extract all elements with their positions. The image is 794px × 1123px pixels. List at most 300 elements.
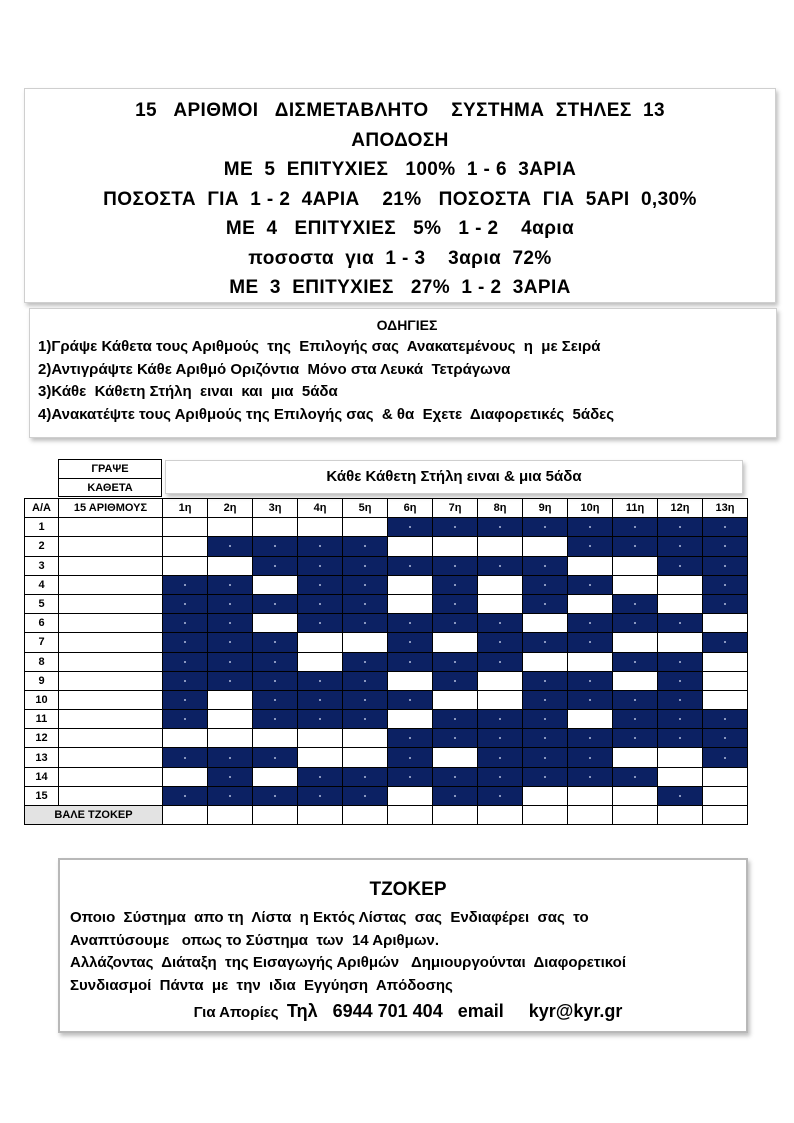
- blank-cell[interactable]: [433, 633, 478, 652]
- footer-line: Συνδιασμοί Πάντα με την ιδια Εγγύηση Απόδοσης: [70, 976, 453, 994]
- filled-cell: [298, 710, 343, 729]
- filled-cell: [253, 671, 298, 690]
- filled-cell: [433, 710, 478, 729]
- filled-cell: [568, 671, 613, 690]
- filled-cell: [703, 594, 748, 613]
- row-label: 14: [25, 767, 59, 786]
- contact-phone: Τηλ 6944 701 404: [286, 1001, 443, 1021]
- blank-cell[interactable]: [253, 729, 298, 748]
- filled-cell: [523, 710, 568, 729]
- filled-cell: [478, 748, 523, 767]
- filled-cell: [163, 633, 208, 652]
- caption-write: ΓΡΑΨΕ: [58, 459, 162, 478]
- filled-cell: [298, 690, 343, 709]
- filled-cell: [208, 594, 253, 613]
- blank-cell[interactable]: [613, 575, 658, 594]
- blank-cell[interactable]: [613, 748, 658, 767]
- filled-cell: [208, 748, 253, 767]
- row-label: 11: [25, 710, 59, 729]
- grid-row: [25, 710, 748, 729]
- instructions-box: [29, 308, 777, 438]
- blank-cell[interactable]: [253, 518, 298, 537]
- row-label: 7: [25, 633, 59, 652]
- joker-cell[interactable]: [343, 806, 388, 825]
- filled-cell: [208, 786, 253, 805]
- number-entry-cell[interactable]: [59, 748, 163, 767]
- header-box: [24, 88, 776, 303]
- filled-cell: [163, 786, 208, 805]
- column-header: 5η: [343, 499, 388, 518]
- filled-cell: [433, 786, 478, 805]
- filled-cell: [388, 518, 433, 537]
- filled-cell: [298, 575, 343, 594]
- filled-cell: [433, 671, 478, 690]
- filled-cell: [208, 614, 253, 633]
- blank-cell[interactable]: [613, 633, 658, 652]
- joker-cell[interactable]: [253, 806, 298, 825]
- blank-cell[interactable]: [208, 690, 253, 709]
- filled-cell: [253, 537, 298, 556]
- blank-cell[interactable]: [703, 786, 748, 805]
- filled-cell: [568, 748, 613, 767]
- filled-cell: [568, 575, 613, 594]
- filled-cell: [658, 690, 703, 709]
- grid-row: [25, 748, 748, 767]
- blank-cell[interactable]: [523, 537, 568, 556]
- filled-cell: [343, 594, 388, 613]
- filled-cell: [658, 614, 703, 633]
- filled-cell: [658, 786, 703, 805]
- grid-row: [25, 556, 748, 575]
- joker-cell[interactable]: [208, 806, 253, 825]
- joker-cell[interactable]: [478, 806, 523, 825]
- number-entry-cell[interactable]: [59, 575, 163, 594]
- filled-cell: [208, 671, 253, 690]
- row-label: 12: [25, 729, 59, 748]
- header-line: ΑΠΟΔΟΣΗ: [351, 129, 449, 151]
- blank-cell[interactable]: [298, 518, 343, 537]
- blank-cell[interactable]: [703, 652, 748, 671]
- filled-cell: [568, 767, 613, 786]
- header-numbers: 15 ΑΡΙΘΜΟΥΣ: [59, 499, 163, 518]
- contact-label: Για Απορίες: [193, 1004, 287, 1021]
- filled-cell: [613, 710, 658, 729]
- filled-cell: [613, 518, 658, 537]
- filled-cell: [703, 748, 748, 767]
- column-header: 9η: [523, 499, 568, 518]
- joker-row: [25, 806, 748, 825]
- row-label: 10: [25, 690, 59, 709]
- caption-vertical: ΚΑΘΕΤΑ: [58, 478, 162, 497]
- filled-cell: [658, 556, 703, 575]
- filled-cell: [388, 748, 433, 767]
- footer-line: Οποιο Σύστημα απο τη Λίστα η Εκτός Λίστας σας Ενδιαφέρει σας το: [70, 909, 589, 926]
- filled-cell: [478, 729, 523, 748]
- instruction-line: 3)Κάθε Κάθετη Στήλη ειναι και μια 5άδα: [38, 383, 338, 400]
- number-entry-cell[interactable]: [59, 786, 163, 805]
- filled-cell: [658, 537, 703, 556]
- number-entry-cell[interactable]: [59, 652, 163, 671]
- contact-line: [70, 1001, 746, 1022]
- column-header: 10η: [568, 499, 613, 518]
- column-header: 8η: [478, 499, 523, 518]
- filled-cell: [343, 671, 388, 690]
- column-header: 4η: [298, 499, 343, 518]
- blank-cell[interactable]: [253, 767, 298, 786]
- filled-cell: [703, 575, 748, 594]
- filled-cell: [343, 786, 388, 805]
- filled-cell: [343, 537, 388, 556]
- filled-cell: [523, 518, 568, 537]
- column-banner: Κάθε Κάθετη Στήλη ειναι & μια 5άδα: [165, 460, 743, 494]
- grid-header-row: [25, 499, 748, 518]
- grid-row: [25, 767, 748, 786]
- grid-row: [25, 786, 748, 805]
- filled-cell: [658, 710, 703, 729]
- header-line: 15 ΑΡΙΘΜΟΙ ΔΙΣΜΕΤΑΒΛΗΤΟ ΣΥΣΤΗΜΑ ΣΤΗΛΕΣ 13: [135, 100, 665, 121]
- blank-cell[interactable]: [433, 690, 478, 709]
- filled-cell: [568, 537, 613, 556]
- blank-cell[interactable]: [343, 633, 388, 652]
- blank-cell[interactable]: [163, 729, 208, 748]
- blank-cell[interactable]: [658, 767, 703, 786]
- grid-row: [25, 594, 748, 613]
- grid-row: [25, 575, 748, 594]
- filled-cell: [298, 767, 343, 786]
- number-entry-cell[interactable]: [59, 671, 163, 690]
- filled-cell: [343, 556, 388, 575]
- filled-cell: [478, 652, 523, 671]
- footer-box: [58, 858, 748, 1033]
- blank-cell[interactable]: [523, 786, 568, 805]
- blank-cell[interactable]: [658, 633, 703, 652]
- filled-cell: [478, 556, 523, 575]
- row-label: 13: [25, 748, 59, 767]
- row-label: 2: [25, 537, 59, 556]
- filled-cell: [613, 690, 658, 709]
- blank-cell[interactable]: [163, 556, 208, 575]
- filled-cell: [478, 518, 523, 537]
- system-grid: [24, 498, 748, 825]
- filled-cell: [703, 537, 748, 556]
- header-line: ΜΕ 3 ΕΠΙΤΥΧΙΕΣ 27% 1 - 2 3ΑΡΙΑ: [229, 277, 571, 298]
- number-entry-cell[interactable]: [59, 594, 163, 613]
- joker-cell[interactable]: [523, 806, 568, 825]
- filled-cell: [253, 556, 298, 575]
- blank-cell[interactable]: [388, 575, 433, 594]
- joker-cell[interactable]: [433, 806, 478, 825]
- blank-cell[interactable]: [568, 652, 613, 671]
- filled-cell: [658, 729, 703, 748]
- blank-cell[interactable]: [478, 690, 523, 709]
- blank-cell[interactable]: [658, 575, 703, 594]
- filled-cell: [163, 614, 208, 633]
- number-entry-cell[interactable]: [59, 710, 163, 729]
- header-line: ποσοστα για 1 - 3 3αρια 72%: [248, 247, 552, 269]
- grid-row: [25, 652, 748, 671]
- filled-cell: [208, 633, 253, 652]
- filled-cell: [613, 652, 658, 671]
- filled-cell: [478, 767, 523, 786]
- filled-cell: [388, 633, 433, 652]
- row-label: 4: [25, 575, 59, 594]
- blank-cell[interactable]: [343, 518, 388, 537]
- filled-cell: [523, 748, 568, 767]
- filled-cell: [298, 671, 343, 690]
- header-line: ΜΕ 4 ΕΠΙΤΥΧΙΕΣ 5% 1 - 2 4αρια: [225, 218, 575, 239]
- blank-cell[interactable]: [343, 748, 388, 767]
- filled-cell: [613, 729, 658, 748]
- blank-cell[interactable]: [568, 594, 613, 613]
- filled-cell: [613, 767, 658, 786]
- filled-cell: [298, 614, 343, 633]
- blank-cell[interactable]: [703, 767, 748, 786]
- contact-email: email kyr@kyr.gr: [442, 1001, 623, 1021]
- grid-row: [25, 518, 748, 537]
- blank-cell[interactable]: [658, 594, 703, 613]
- blank-cell[interactable]: [478, 537, 523, 556]
- filled-cell: [568, 614, 613, 633]
- filled-cell: [343, 575, 388, 594]
- column-header: 2η: [208, 499, 253, 518]
- filled-cell: [523, 633, 568, 652]
- filled-cell: [343, 614, 388, 633]
- blank-cell[interactable]: [613, 786, 658, 805]
- column-header: 12η: [658, 499, 703, 518]
- joker-cell[interactable]: [163, 806, 208, 825]
- filled-cell: [388, 614, 433, 633]
- filled-cell: [658, 518, 703, 537]
- blank-cell[interactable]: [568, 556, 613, 575]
- header-line: ΜΕ 5 ΕΠΙΤΥΧΙΕΣ 100% 1 - 6 3ΑΡΙΑ: [223, 159, 577, 180]
- filled-cell: [433, 575, 478, 594]
- blank-cell[interactable]: [298, 748, 343, 767]
- joker-cell[interactable]: [388, 806, 433, 825]
- joker-cell[interactable]: [568, 806, 613, 825]
- grid-caption: [58, 459, 162, 497]
- filled-cell: [523, 594, 568, 613]
- blank-cell[interactable]: [388, 786, 433, 805]
- blank-cell[interactable]: [478, 575, 523, 594]
- filled-cell: [658, 671, 703, 690]
- filled-cell: [388, 652, 433, 671]
- row-label: 9: [25, 671, 59, 690]
- blank-cell[interactable]: [658, 748, 703, 767]
- blank-cell[interactable]: [208, 518, 253, 537]
- blank-cell[interactable]: [523, 652, 568, 671]
- filled-cell: [163, 594, 208, 613]
- filled-cell: [433, 614, 478, 633]
- row-label: 6: [25, 614, 59, 633]
- filled-cell: [478, 633, 523, 652]
- number-entry-cell[interactable]: [59, 633, 163, 652]
- column-header: 3η: [253, 499, 298, 518]
- filled-cell: [433, 767, 478, 786]
- filled-cell: [163, 690, 208, 709]
- filled-cell: [703, 556, 748, 575]
- joker-label: ΒΑΛΕ ΤΖΟΚΕΡ: [25, 806, 163, 825]
- joker-cell[interactable]: [613, 806, 658, 825]
- filled-cell: [253, 690, 298, 709]
- blank-cell[interactable]: [568, 710, 613, 729]
- blank-cell[interactable]: [343, 729, 388, 748]
- joker-cell[interactable]: [658, 806, 703, 825]
- footer-title: ΤΖΟΚΕΡ: [369, 879, 447, 900]
- blank-cell[interactable]: [568, 786, 613, 805]
- filled-cell: [253, 786, 298, 805]
- filled-cell: [298, 594, 343, 613]
- filled-cell: [388, 556, 433, 575]
- blank-cell[interactable]: [298, 633, 343, 652]
- blank-cell[interactable]: [208, 729, 253, 748]
- filled-cell: [478, 786, 523, 805]
- blank-cell[interactable]: [253, 614, 298, 633]
- filled-cell: [703, 710, 748, 729]
- filled-cell: [388, 767, 433, 786]
- number-entry-cell[interactable]: [59, 614, 163, 633]
- filled-cell: [478, 614, 523, 633]
- filled-cell: [703, 729, 748, 748]
- blank-cell[interactable]: [523, 614, 568, 633]
- grid-row: [25, 633, 748, 652]
- instruction-line: 4)Ανακατέψτε τους Αριθμούς της Επιλογής σας & θα Εχετε Διαφορετικές 5άδες: [38, 405, 615, 423]
- filled-cell: [208, 537, 253, 556]
- number-entry-cell[interactable]: [59, 767, 163, 786]
- filled-cell: [613, 537, 658, 556]
- footer-line: Αλλάζοντας Διάταξη της Εισαγωγής Αριθμών Δημιουργούνται Διαφορετικοί: [70, 954, 626, 971]
- blank-cell[interactable]: [388, 710, 433, 729]
- filled-cell: [253, 594, 298, 613]
- blank-cell[interactable]: [478, 594, 523, 613]
- filled-cell: [253, 748, 298, 767]
- blank-cell[interactable]: [613, 556, 658, 575]
- filled-cell: [298, 786, 343, 805]
- joker-cell[interactable]: [298, 806, 343, 825]
- row-label: 8: [25, 652, 59, 671]
- number-entry-cell[interactable]: [59, 729, 163, 748]
- filled-cell: [433, 729, 478, 748]
- column-header: 7η: [433, 499, 478, 518]
- filled-cell: [568, 729, 613, 748]
- header-line: ΠΟΣΟΣΤΑ ΓΙΑ 1 - 2 4ΑΡΙΑ 21% ΠΟΣΟΣΤΑ ΓΙΑ 5ΑΡΙ 0,30%: [103, 188, 697, 210]
- filled-cell: [703, 633, 748, 652]
- filled-cell: [523, 767, 568, 786]
- filled-cell: [253, 633, 298, 652]
- filled-cell: [523, 575, 568, 594]
- filled-cell: [163, 710, 208, 729]
- filled-cell: [388, 690, 433, 709]
- blank-cell[interactable]: [433, 748, 478, 767]
- number-entry-cell[interactable]: [59, 556, 163, 575]
- filled-cell: [163, 652, 208, 671]
- filled-cell: [343, 652, 388, 671]
- blank-cell[interactable]: [613, 671, 658, 690]
- filled-cell: [343, 690, 388, 709]
- blank-cell[interactable]: [208, 710, 253, 729]
- header-aa: Α/Α: [25, 499, 59, 518]
- grid-row: [25, 671, 748, 690]
- column-header: 11η: [613, 499, 658, 518]
- filled-cell: [343, 710, 388, 729]
- filled-cell: [568, 518, 613, 537]
- row-label: 1: [25, 518, 59, 537]
- blank-cell[interactable]: [208, 556, 253, 575]
- blank-cell[interactable]: [703, 671, 748, 690]
- filled-cell: [433, 556, 478, 575]
- filled-cell: [253, 710, 298, 729]
- blank-cell[interactable]: [388, 594, 433, 613]
- filled-cell: [208, 652, 253, 671]
- row-label: 3: [25, 556, 59, 575]
- filled-cell: [613, 594, 658, 613]
- filled-cell: [523, 556, 568, 575]
- blank-cell[interactable]: [163, 537, 208, 556]
- blank-cell[interactable]: [388, 671, 433, 690]
- filled-cell: [433, 652, 478, 671]
- column-header: 1η: [163, 499, 208, 518]
- blank-cell[interactable]: [703, 614, 748, 633]
- row-label: 15: [25, 786, 59, 805]
- instruction-line: 2)Αντιγράψτε Κάθε Αριθμό Οριζόντια Μόνο στα Λευκά Τετράγωνα: [38, 360, 511, 378]
- instructions-title: ΟΔΗΓΙΕΣ: [376, 317, 438, 333]
- joker-cell[interactable]: [703, 806, 748, 825]
- filled-cell: [298, 537, 343, 556]
- grid-row: [25, 614, 748, 633]
- number-entry-cell[interactable]: [59, 518, 163, 537]
- column-header: 13η: [703, 499, 748, 518]
- number-entry-cell[interactable]: [59, 537, 163, 556]
- blank-cell[interactable]: [253, 575, 298, 594]
- blank-cell[interactable]: [163, 767, 208, 786]
- grid-row: [25, 537, 748, 556]
- grid-row: [25, 690, 748, 709]
- filled-cell: [298, 556, 343, 575]
- filled-cell: [208, 575, 253, 594]
- filled-cell: [568, 633, 613, 652]
- filled-cell: [163, 671, 208, 690]
- instruction-line: 1)Γράψε Κάθετα τους Αριθμούς της Επιλογής σας Ανακατεμένους η με Σειρά: [38, 338, 601, 355]
- blank-cell[interactable]: [163, 518, 208, 537]
- filled-cell: [343, 767, 388, 786]
- filled-cell: [433, 594, 478, 613]
- blank-cell[interactable]: [478, 671, 523, 690]
- row-label: 5: [25, 594, 59, 613]
- column-header: 6η: [388, 499, 433, 518]
- grid-row: [25, 729, 748, 748]
- filled-cell: [388, 729, 433, 748]
- filled-cell: [478, 710, 523, 729]
- blank-cell[interactable]: [703, 690, 748, 709]
- blank-cell[interactable]: [433, 537, 478, 556]
- blank-cell[interactable]: [298, 652, 343, 671]
- filled-cell: [613, 614, 658, 633]
- filled-cell: [433, 518, 478, 537]
- blank-cell[interactable]: [298, 729, 343, 748]
- filled-cell: [208, 767, 253, 786]
- filled-cell: [658, 652, 703, 671]
- blank-cell[interactable]: [388, 537, 433, 556]
- filled-cell: [163, 748, 208, 767]
- filled-cell: [523, 729, 568, 748]
- footer-line: Αναπτύσουμε οπως το Σύστημα των 14 Αριθμων.: [70, 931, 440, 949]
- filled-cell: [568, 690, 613, 709]
- number-entry-cell[interactable]: [59, 690, 163, 709]
- filled-cell: [163, 575, 208, 594]
- filled-cell: [523, 671, 568, 690]
- filled-cell: [523, 690, 568, 709]
- filled-cell: [703, 518, 748, 537]
- filled-cell: [253, 652, 298, 671]
